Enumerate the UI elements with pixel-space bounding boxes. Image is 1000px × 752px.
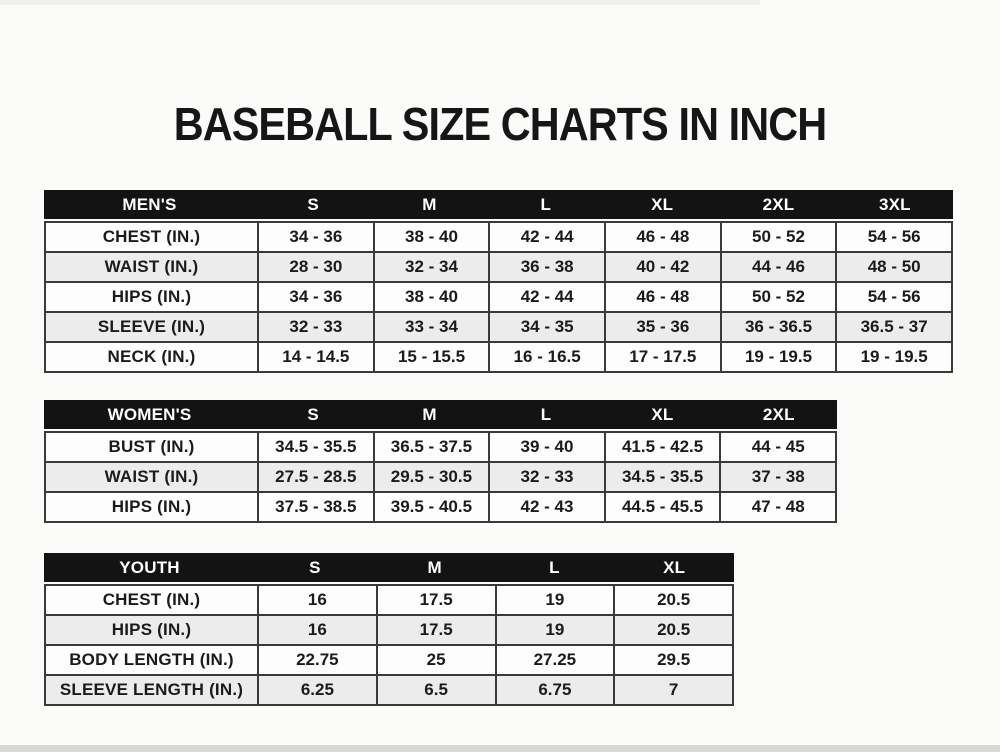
mens-table-header-row [44, 190, 953, 219]
youth-size-table [44, 553, 734, 706]
womens-table-body [44, 431, 837, 523]
table-row-chest [46, 586, 732, 614]
size-value: 7 [615, 676, 732, 704]
header-cell-mens: MEN'S [122, 195, 177, 214]
row-label: BODY LENGTH (IN.) [46, 646, 257, 674]
size-value: 20.5 [615, 616, 732, 644]
size-value: 34.5 - 35.5 [606, 463, 720, 491]
size-value: 29.5 - 30.5 [375, 463, 489, 491]
header-cell-size-l: L [540, 405, 552, 424]
table-row-sleeve-length [46, 676, 732, 704]
page-title: BASEBALL SIZE CHARTS IN INCH [173, 97, 827, 150]
table-row-body-length [46, 646, 732, 674]
size-value: 19 [497, 616, 614, 644]
size-value: 17.5 [378, 616, 495, 644]
size-value: 6.25 [259, 676, 376, 704]
header-cell-size-xl: XL [663, 558, 686, 577]
row-label: WAIST (IN.) [46, 253, 257, 281]
header-cell-size-xl: XL [651, 405, 674, 424]
size-value: 28 - 30 [259, 253, 373, 281]
size-value: 44 - 45 [721, 433, 835, 461]
row-label: CHEST (IN.) [46, 586, 257, 614]
row-label: HIPS (IN.) [46, 616, 257, 644]
size-value: 54 - 56 [837, 283, 951, 311]
size-value: 39 - 40 [490, 433, 604, 461]
size-value: 16 - 16.5 [490, 343, 604, 371]
size-value: 37 - 38 [721, 463, 835, 491]
header-cell-size-m: M [427, 558, 442, 577]
size-value: 34 - 36 [259, 223, 373, 251]
table-row-sleeve [46, 313, 951, 341]
size-value: 48 - 50 [837, 253, 951, 281]
size-value: 37.5 - 38.5 [259, 493, 373, 521]
header-cell-size-xl: XL [651, 195, 674, 214]
size-value: 46 - 48 [606, 283, 720, 311]
table-row-hips [46, 283, 951, 311]
size-value: 36.5 - 37.5 [375, 433, 489, 461]
table-row-hips [46, 616, 732, 644]
size-value: 44.5 - 45.5 [606, 493, 720, 521]
size-value: 41.5 - 42.5 [606, 433, 720, 461]
size-value: 36 - 38 [490, 253, 604, 281]
header-cell-womens: WOMEN'S [107, 405, 192, 424]
size-value: 17.5 [378, 586, 495, 614]
size-value: 46 - 48 [606, 223, 720, 251]
header-cell-size-m: M [422, 195, 437, 214]
mens-table-body [44, 221, 953, 373]
row-label: HIPS (IN.) [46, 493, 257, 521]
row-label: NECK (IN.) [46, 343, 257, 371]
table-row-hips [46, 493, 835, 521]
size-value: 42 - 43 [490, 493, 604, 521]
header-cell-size-3xl: 3XL [878, 195, 911, 214]
header-cell-size-l: L [549, 558, 560, 577]
size-value: 36.5 - 37 [837, 313, 951, 341]
size-value: 6.75 [497, 676, 614, 704]
scan-edge-artifact-top [0, 0, 760, 5]
header-cell-size-m: M [422, 405, 437, 424]
size-value: 15 - 15.5 [375, 343, 489, 371]
size-value: 16 [259, 616, 376, 644]
size-value: 6.5 [378, 676, 495, 704]
size-value: 47 - 48 [721, 493, 835, 521]
size-value: 44 - 46 [722, 253, 836, 281]
mens-size-table [44, 190, 953, 373]
youth-table-header-row [44, 553, 734, 582]
size-value: 32 - 33 [490, 463, 604, 491]
size-value: 22.75 [259, 646, 376, 674]
size-value: 34.5 - 35.5 [259, 433, 373, 461]
header-cell-size-s: S [307, 405, 319, 424]
size-value: 19 - 19.5 [722, 343, 836, 371]
size-value: 19 [497, 586, 614, 614]
header-cell-size-s: S [307, 195, 319, 214]
size-value: 17 - 17.5 [606, 343, 720, 371]
row-label: BUST (IN.) [46, 433, 257, 461]
row-label: HIPS (IN.) [46, 283, 257, 311]
row-label: SLEEVE (IN.) [46, 313, 257, 341]
size-value: 42 - 44 [490, 283, 604, 311]
size-value: 20.5 [615, 586, 732, 614]
table-row-neck [46, 343, 951, 371]
table-row-waist [46, 463, 835, 491]
size-value: 54 - 56 [837, 223, 951, 251]
scan-edge-artifact-bottom [0, 745, 1000, 752]
row-label: SLEEVE LENGTH (IN.) [46, 676, 257, 704]
size-value: 36 - 36.5 [722, 313, 836, 341]
row-label: WAIST (IN.) [46, 463, 257, 491]
size-value: 42 - 44 [490, 223, 604, 251]
size-value: 39.5 - 40.5 [375, 493, 489, 521]
youth-table-body [44, 584, 734, 706]
size-value: 32 - 34 [375, 253, 489, 281]
size-value: 34 - 36 [259, 283, 373, 311]
size-value: 27.5 - 28.5 [259, 463, 373, 491]
size-value: 40 - 42 [606, 253, 720, 281]
womens-table-header-row [44, 400, 837, 429]
size-value: 32 - 33 [259, 313, 373, 341]
header-cell-size-2xl: 2XL [762, 195, 795, 214]
size-value: 29.5 [615, 646, 732, 674]
header-cell-size-2xl: 2XL [762, 405, 795, 424]
header-cell-size-s: S [309, 558, 321, 577]
table-row-chest [46, 223, 951, 251]
size-value: 19 - 19.5 [837, 343, 951, 371]
size-value: 50 - 52 [722, 223, 836, 251]
size-value: 25 [378, 646, 495, 674]
row-label: CHEST (IN.) [46, 223, 257, 251]
header-cell-size-l: L [540, 195, 552, 214]
size-value: 27.25 [497, 646, 614, 674]
size-value: 38 - 40 [375, 223, 489, 251]
header-cell-youth: YOUTH [119, 558, 180, 577]
table-row-bust [46, 433, 835, 461]
size-value: 33 - 34 [375, 313, 489, 341]
size-value: 34 - 35 [490, 313, 604, 341]
size-value: 50 - 52 [722, 283, 836, 311]
size-value: 16 [259, 586, 376, 614]
table-row-waist [46, 253, 951, 281]
womens-size-table [44, 400, 837, 523]
size-value: 38 - 40 [375, 283, 489, 311]
size-value: 14 - 14.5 [259, 343, 373, 371]
size-value: 35 - 36 [606, 313, 720, 341]
